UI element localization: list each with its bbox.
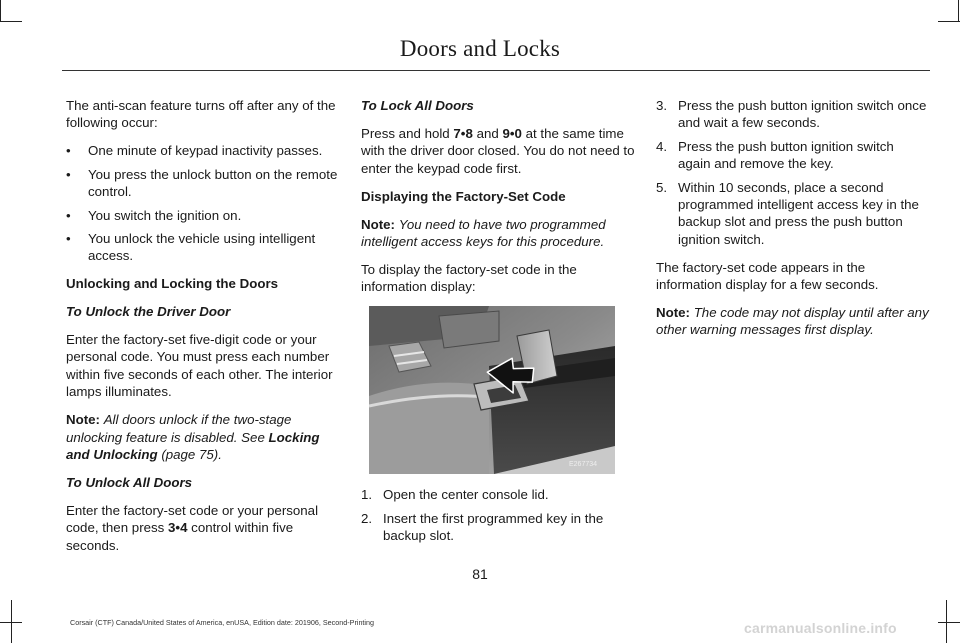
list-item (656, 179, 930, 249)
note-label: Note: (361, 216, 395, 232)
step-text: Open the center console lid. (383, 487, 549, 503)
text-run: and (476, 125, 499, 141)
figure-code: E267734 (569, 461, 598, 469)
step-text: Insert the first programmed key in the backup slot. (383, 510, 604, 543)
crop-mark (11, 600, 12, 643)
column-middle (361, 97, 635, 555)
list-item-text: One minute of keypad inactivity passes. (88, 143, 323, 159)
step-number: 5. (656, 179, 668, 195)
bullet: • (66, 166, 71, 182)
subheading-lock-all: To Lock All Doors (361, 98, 474, 113)
list-item (656, 97, 930, 132)
crop-mark (0, 0, 1, 22)
note (66, 411, 338, 463)
text-run: at the same time with the driver door closed. You do not need to enter the keypad code first. (361, 125, 635, 176)
display-intro: To display the factory-set code in the information display: (361, 261, 577, 295)
bullet: • (66, 207, 71, 223)
list-item-text: You press the unlock button on the remote control. (88, 166, 338, 200)
subheading-unlock-all: To Unlock All Doors (66, 474, 193, 490)
step-number: 4. (656, 138, 668, 154)
console-backup-slot-illustration (369, 306, 615, 474)
note-text: All doors unlock if the two-stage unlocking feature is disabled. See (66, 412, 292, 445)
step-text: Within 10 seconds, place a second programmed intelligent access key in the backup slot and press the push button ignition switch. (678, 179, 919, 247)
cross-reference-link[interactable]: Locking and Unlocking (66, 429, 320, 462)
crop-mark (958, 0, 959, 22)
step-number: 3. (656, 98, 668, 113)
text-run: control within five seconds. (66, 520, 294, 553)
list-item (66, 230, 338, 265)
header-rule (62, 70, 930, 71)
bullet: • (66, 143, 71, 159)
text-run: Press and hold (361, 125, 450, 141)
crop-mark (0, 21, 22, 22)
edition-footer: Corsair (CTF) Canada/United States of America, enUSA, Edition date: 201906, Second-Printing (70, 618, 375, 627)
list-item-text: You unlock the vehicle using intelligent access. (88, 230, 316, 264)
section-heading: Displaying the Factory-Set Code (361, 188, 566, 204)
note-label: Note: (66, 412, 100, 428)
list-item (361, 486, 635, 503)
procedure-steps (361, 486, 635, 544)
list-item (66, 142, 338, 159)
subheading-unlock-driver: To Unlock the Driver Door (66, 304, 231, 320)
anti-scan-intro: The anti-scan feature turns off after any of the following occur: (66, 98, 336, 131)
list-item (66, 207, 338, 224)
list-item (361, 510, 635, 545)
crop-mark (938, 622, 960, 623)
column-right (656, 97, 930, 349)
list-item-text: You switch the ignition on. (88, 207, 242, 223)
result-text: The factory-set code appears in the information display for a few seconds. (656, 259, 879, 293)
anti-scan-list (66, 142, 338, 264)
step-text: Press the push button ignition switch again and remove the key. (678, 138, 894, 172)
list-item (656, 138, 930, 173)
note-text: The code may not display until after any other warning messages first display. (656, 305, 929, 338)
page-title: Doors and Locks (399, 36, 561, 61)
step-text: Press the push button ignition switch once and wait a few seconds. (678, 98, 927, 131)
step-number: 2. (361, 510, 373, 526)
procedure-steps (656, 97, 930, 248)
list-item (66, 166, 338, 201)
page-number: 81 (472, 566, 488, 582)
crop-mark (938, 21, 960, 22)
keypad-key: 7•8 (453, 125, 473, 141)
note-text: You need to have two programmed intelligent access keys for this procedure. (361, 216, 606, 249)
unlock-driver-text: Enter the factory-set five-digit code or your personal code. You must press each number within five seconds of each other. The interior lamps illuminates. (66, 332, 333, 400)
unlock-all-text (66, 502, 338, 554)
text-run: Enter the factory-set code or your personal code, then press (66, 502, 319, 536)
note-label: Note: (656, 305, 690, 321)
page-reference: (page 75). (161, 447, 222, 462)
column-left (66, 97, 338, 565)
note (361, 216, 635, 251)
watermark[interactable]: carmanualsonline.info (744, 620, 897, 636)
section-heading: Unlocking and Locking the Doors (66, 276, 279, 292)
console-illustration-svg (369, 306, 615, 474)
keypad-key: 9•0 (502, 125, 522, 141)
lock-all-text (361, 125, 635, 177)
keypad-key: 3•4 (168, 520, 188, 536)
step-number: 1. (361, 487, 373, 503)
crop-mark (946, 600, 947, 643)
note (656, 304, 930, 339)
bullet: • (66, 230, 71, 246)
